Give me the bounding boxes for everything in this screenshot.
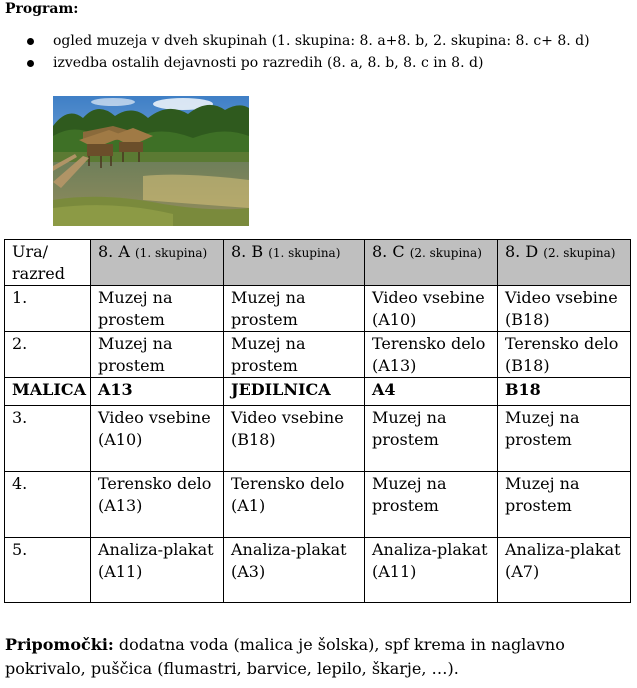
program-heading: Program:: [5, 1, 79, 17]
table-cell: Muzej na prostem: [91, 332, 224, 378]
schedule-table: [4, 239, 631, 603]
table-cell: Analiza-plakat (A11): [91, 538, 224, 603]
row-label: 4.: [5, 472, 91, 538]
table-cell: Video vsebine (B18): [224, 406, 365, 472]
table-cell: Muzej na prostem: [498, 406, 631, 472]
header-cell: 8. C (2. skupina): [365, 240, 498, 286]
table-cell: Muzej na prostem: [91, 286, 224, 332]
table-row: [5, 286, 631, 332]
table-row: [5, 378, 631, 406]
table-cell: A4: [365, 378, 498, 406]
table-cell: Terensko delo (B18): [498, 332, 631, 378]
table-cell: B18: [498, 378, 631, 406]
table-cell: Analiza-plakat (A7): [498, 538, 631, 603]
table-cell: JEDILNICA: [224, 378, 365, 406]
list-item-text: izvedba ostalih dejavnosti po razredih (8. a, 8. b, 8. c in 8. d): [53, 55, 484, 71]
header-cell: 8. D (2. skupina): [498, 240, 631, 286]
row-label: 5.: [5, 538, 91, 603]
row-label: 3.: [5, 406, 91, 472]
table-row: [5, 332, 631, 378]
program-list: [27, 31, 590, 75]
table-cell: Video vsebine (A10): [91, 406, 224, 472]
row-label: 2.: [5, 332, 91, 378]
header-cell: 8. A (1. skupina): [91, 240, 224, 286]
table-cell: Terensko delo (A13): [365, 332, 498, 378]
table-header-row: [5, 240, 631, 286]
list-item-text: ogled muzeja v dveh skupinah (1. skupina: 8. a+8. b, 2. skupina: 8. c+ 8. d): [53, 33, 590, 49]
table-cell: Muzej na prostem: [498, 472, 631, 538]
table-cell: A13: [91, 378, 224, 406]
row-label: 1.: [5, 286, 91, 332]
row-label: MALICA: [5, 378, 91, 406]
table-cell: Terensko delo (A1): [224, 472, 365, 538]
table-cell: Muzej na prostem: [224, 286, 365, 332]
bullet-icon: [27, 60, 34, 67]
table-cell: Video vsebine (B18): [498, 286, 631, 332]
museum-photo: [53, 96, 249, 226]
table-cell: Muzej na prostem: [224, 332, 365, 378]
table-cell: Muzej na prostem: [365, 472, 498, 538]
table-row: [5, 472, 631, 538]
header-cell: Ura/ razred: [5, 240, 91, 286]
header-cell: 8. B (1. skupina): [224, 240, 365, 286]
supplies-text: dodatna voda (malica je šolska), spf krema in naglavno pokrivalo, puščica (flumastri, barvice, lepilo, škarje, …).: [5, 635, 565, 678]
bullet-icon: [27, 38, 34, 45]
table-cell: Analiza-plakat (A3): [224, 538, 365, 603]
table-row: [5, 406, 631, 472]
table-cell: Video vsebine (A10): [365, 286, 498, 332]
supplies-note: [5, 633, 605, 681]
table-cell: Terensko delo (A13): [91, 472, 224, 538]
table-cell: Analiza-plakat (A11): [365, 538, 498, 603]
table-cell: Muzej na prostem: [365, 406, 498, 472]
table-row: [5, 538, 631, 603]
list-item: [27, 53, 590, 75]
supplies-label: Pripomočki:: [5, 635, 114, 654]
list-item: [27, 31, 590, 53]
